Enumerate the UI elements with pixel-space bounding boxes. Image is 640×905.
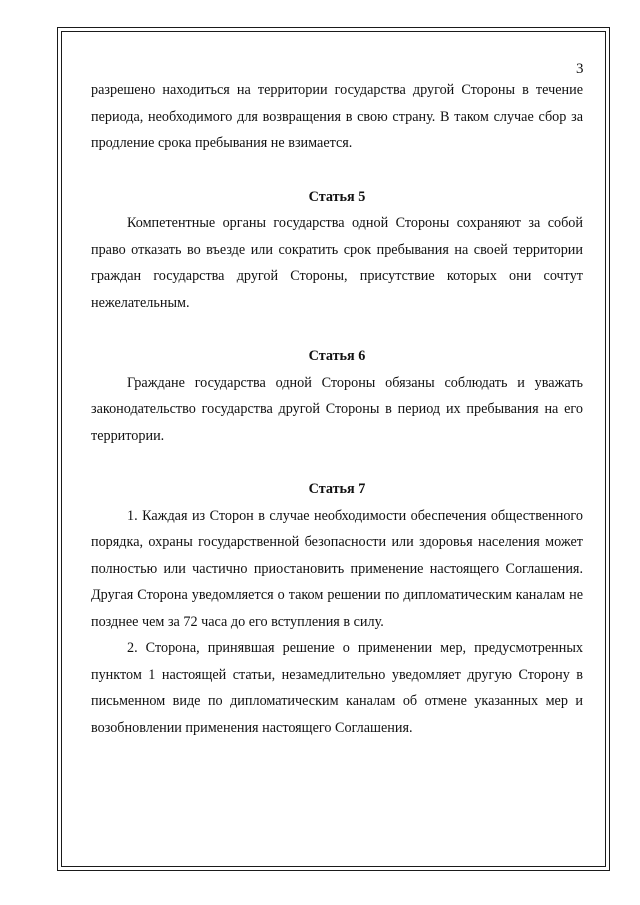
article-5-paragraph-1: Компетентные органы государства одной Стороны сохраняют за собой право отказать во въезде или сократить срок пребывания на своей территории граждан государства другой Стороны, присутствие которых они сочтут нежелательным. [91,215,583,311]
article-5-heading: Статья 5 [308,188,366,205]
article-7-paragraph-1: 1. Каждая из Сторон в случае необходимости обеспечения общественного порядка, охраны государственной безопасности или здоровья населения может полностью или частично приостановить применение настоящего Соглашения. Другая Сторона уведомляется о таком решении по дипломатическим каналам не позднее чем за 72 часа до его вступления в силу. [91,507,583,630]
article-6-heading: Статья 6 [308,348,366,364]
page-number: 3 [576,61,584,77]
article-7-heading: Статья 7 [308,481,366,497]
document-body [91,77,583,741]
continuation-paragraph: разрешено находиться на территории государства другой Стороны в течение периода, необходимого для возвращения в свою страну. В таком случае сбор за продление срока пребывания не взимается. [91,82,583,151]
article-7-paragraph-2: 2. Сторона, принявшая решение о применении мер, предусмотренных пунктом 1 настоящей статьи, незамедлительно уведомляет другую Сторону в письменном виде по дипломатическим каналам об отмене указанных мер и возобновлении применения настоящего Соглашения. [91,640,583,736]
article-6-paragraph-1: Граждане государства одной Стороны обязаны соблюдать и уважать законодательство государства другой Стороны в период их пребывания на его территории. [91,374,583,444]
